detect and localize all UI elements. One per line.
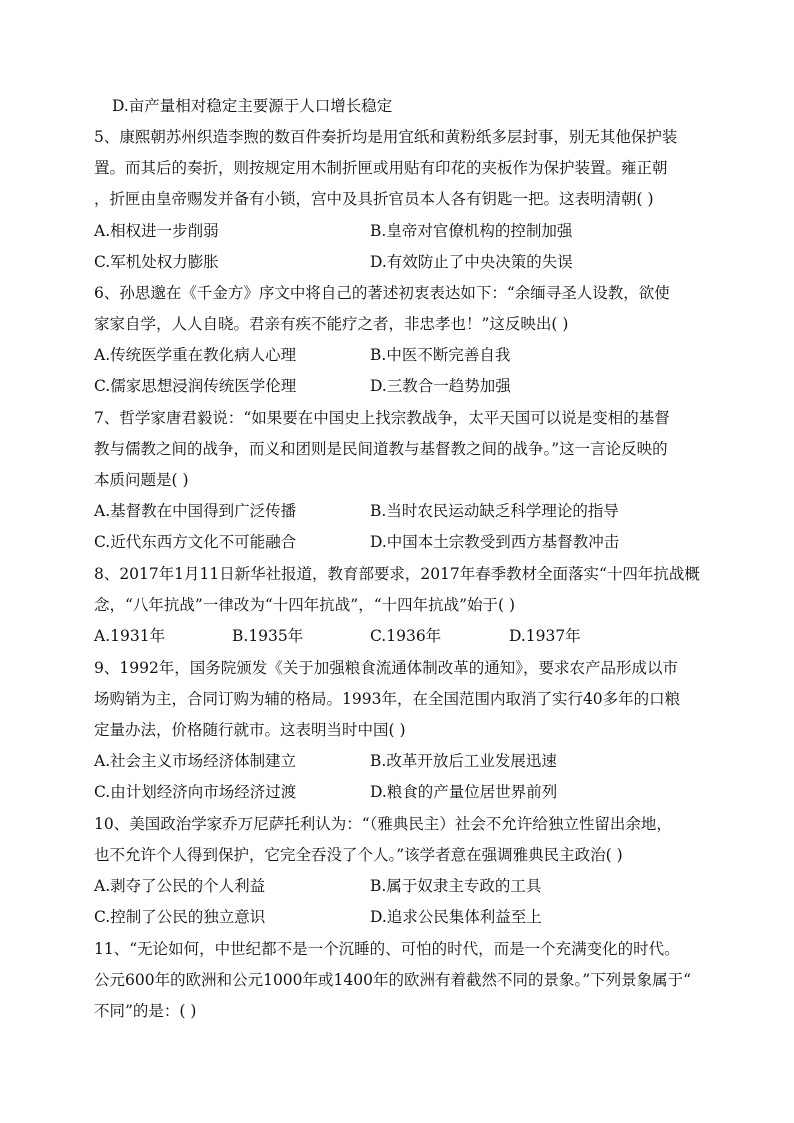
question-stem-line: 家家自学，人人自晓。君亲有疾不能疗之者，非忠孝也！”这反映出( ) <box>94 315 569 333</box>
option-b: B.当时农民运动缺乏科学理论的指导 <box>370 502 619 520</box>
question-stem-line: 9、1992年，国务院颁发《关于加强粮食流通体制改革的通知》，要求农产品形成以市 <box>94 659 679 677</box>
option-a: A.相权进一步削弱 <box>94 222 219 240</box>
question-stem-line: 念，“八年抗战”一律改为“十四年抗战”，“十四年抗战”始于( ) <box>94 596 516 614</box>
option-c: C.1936年 <box>370 627 442 645</box>
option-d: D.1937年 <box>509 627 581 645</box>
option-c: C.近代东西方文化不可能融合 <box>94 533 297 551</box>
question-stem-line: 本质问题是( ) <box>94 471 189 489</box>
option-c: C.军机处权力膨胀 <box>94 253 219 271</box>
option-a: A.传统医学重在教化病人心理 <box>94 346 297 364</box>
question-stem-line: 公元600年的欧洲和公元1000年或1400年的欧洲有着截然不同的景象。”下列景象属于“ <box>94 971 692 989</box>
question-stem-line: 11、“无论如何，中世纪都不是一个沉睡的、可怕的时代，而是一个充满变化的时代。 <box>94 940 680 958</box>
option-d: D.有效防止了中央决策的失误 <box>370 253 573 271</box>
option-b: B.属于奴隶主专政的工具 <box>370 877 542 895</box>
option-d: D.中国本土宗教受到西方基督教冲击 <box>370 533 620 551</box>
option-c: C.控制了公民的独立意识 <box>94 908 266 926</box>
option-b: B.中医不断完善自我 <box>370 346 511 364</box>
question-stem-line: 教与儒教之间的战争，而义和团则是民间道教与基督教之间的战争。”这一言论反映的 <box>94 440 668 458</box>
option-b: B.皇帝对官僚机构的控制加强 <box>370 222 573 240</box>
option-b: B.改革开放后工业发展迅速 <box>370 752 557 770</box>
question-stem-line: 定量办法，价格随行就市。这表明当时中国( ) <box>94 721 406 739</box>
question-stem-line: 6、孙思邈在《千金方》序文中将自己的著述初衷表达如下：“余缅寻圣人设教，欲使 <box>94 284 670 302</box>
option-a: A.1931年 <box>94 627 166 645</box>
question-stem-line: 10、美国政治学家乔万尼萨托利认为：“（雅典民主）社会不允许给独立性留出余地， <box>94 815 672 833</box>
option-b: B.1935年 <box>232 627 304 645</box>
option-a: A.社会主义市场经济体制建立 <box>94 752 297 770</box>
option-a: A.剥夺了公民的个人利益 <box>94 877 266 895</box>
option-d: D.追求公民集体利益至上 <box>370 908 542 926</box>
question-stem-line: 7、哲学家唐君毅说：“如果要在中国史上找宗教战争，太平天国可以说是变相的基督 <box>94 409 670 427</box>
question-stem-line: 置。而其后的奏折，则按规定用木制折匣或用贴有印花的夹板作为保护装置。雍正朝 <box>94 159 668 177</box>
question-stem-line: 场购销为主，合同订购为辅的格局。1993年，在全国范围内取消了实行40多年的口粮 <box>94 690 681 708</box>
option-c: C.儒家思想浸润传统医学伦理 <box>94 377 297 395</box>
question-stem-line: ，折匣由皇帝赐发并备有小锁，宫中及具折官员本人各有钥匙一把。这表明清朝( ) <box>94 190 654 208</box>
option-a: A.基督教在中国得到广泛传播 <box>94 502 297 520</box>
option-c: C.由计划经济向市场经济过渡 <box>94 783 297 801</box>
option-d: D.粮食的产量位居世界前列 <box>370 783 558 801</box>
question-stem-line: 5、康熙朝苏州织造李煦的数百件奏折均是用宜纸和黄粉纸多层封事，别无其他保护装 <box>94 128 678 146</box>
option-d: D.三教合一趋势加强 <box>370 377 511 395</box>
question-stem-line: 8、2017年1月11日新华社报道，教育部要求，2017年春季教材全面落实“十四年抗战概 <box>94 565 700 583</box>
prev-question-option-d: D.亩产量相对稳定主要源于人口增长稳定 <box>112 97 393 115</box>
question-stem-line: 也不允许个人得到保护，它完全吞没了个人。”该学者意在强调雅典民主政治( ) <box>94 846 623 864</box>
question-stem-line: 不同”的是：( ) <box>94 1002 197 1020</box>
